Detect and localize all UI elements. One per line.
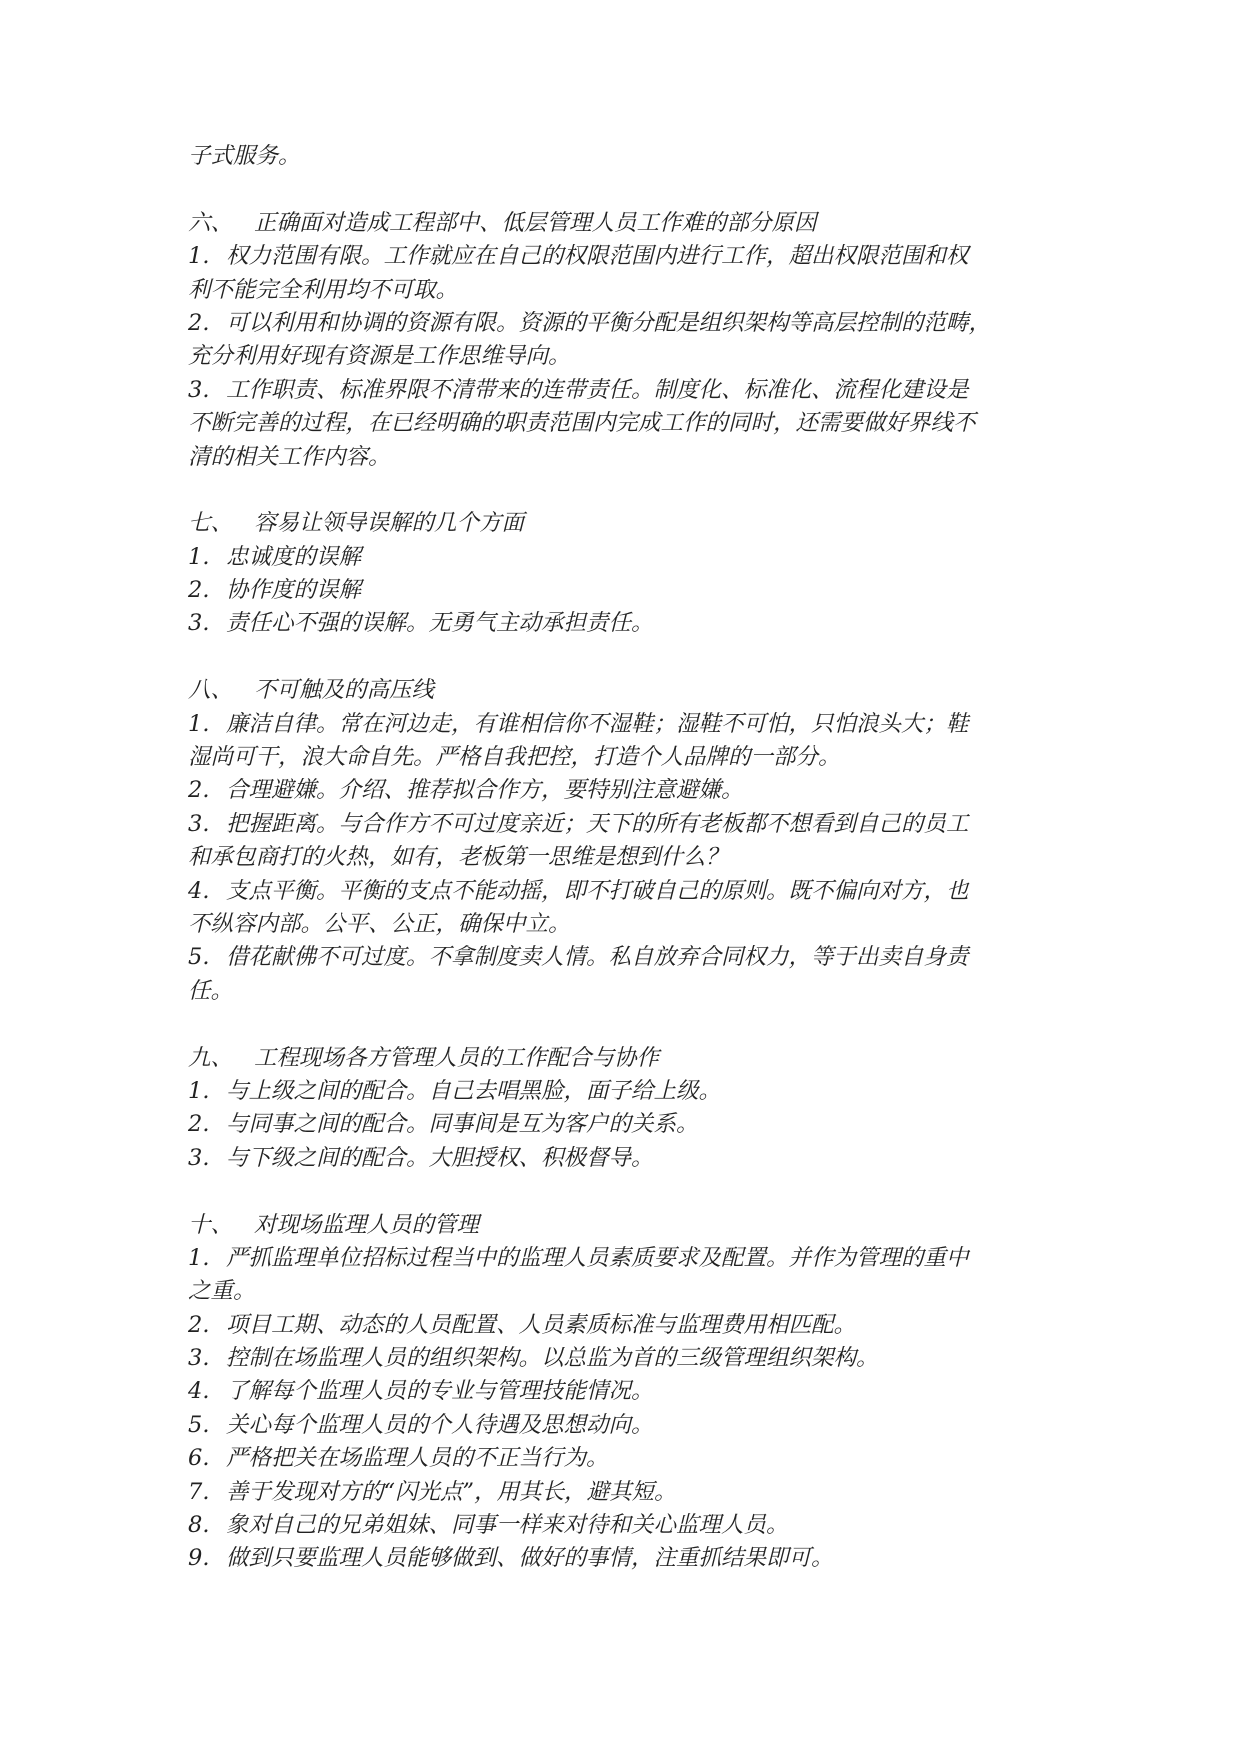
section-number: 八、 (188, 677, 234, 704)
list-item-number: 3. (188, 1345, 210, 1372)
list-item-text: 任。 (188, 977, 234, 1004)
list-item-line (188, 908, 1058, 941)
section-title: 正确面对造成工程部中、低层管理人员工作难的部分原因 (254, 209, 817, 236)
list-item-text: 与上级之间的配合。自己去唱黑脸，面子给上级。 (226, 1077, 722, 1104)
list-item-number: 8. (188, 1512, 210, 1539)
list-item-number: 3. (188, 810, 210, 837)
list-item-line (188, 441, 1058, 474)
list-item-number: 2. (188, 1111, 210, 1138)
list-item-line (188, 240, 1058, 273)
list-item-text: 做到只要监理人员能够做到、做好的事情，注重抓结果即可。 (226, 1545, 834, 1572)
list-item-number: 1. (188, 1244, 210, 1271)
list-item-text: 控制在场监理人员的组织架构。以总监为首的三级管理组织架构。 (226, 1345, 879, 1372)
list-item-line (188, 708, 1058, 741)
list-item-number: 3. (188, 376, 210, 403)
list-item-number: 2. (188, 309, 210, 336)
list-item-text: 严抓监理单位招标过程当中的监理人员素质要求及配置。并作为管理的重中 (226, 1244, 969, 1271)
list-item-line (188, 574, 1058, 607)
list-item-text: 把握距离。与合作方不可过度亲近；天下的所有老板都不想看到自己的员工 (226, 810, 969, 837)
section-spacer (188, 1008, 1058, 1041)
section-heading (188, 507, 1058, 540)
list-item-number: 2. (188, 577, 210, 604)
list-item-text: 湿尚可干，浪大命自先。严格自我把控，打造个人品牌的一部分。 (188, 744, 841, 771)
list-item-line (188, 1442, 1058, 1475)
list-item-text: 责任心不强的误解。无勇气主动承担责任。 (226, 610, 654, 637)
section-spacer (188, 173, 1058, 206)
list-item-number: 5. (188, 1411, 210, 1438)
list-item-text: 忠诚度的误解 (226, 543, 362, 570)
section-number: 六、 (188, 209, 234, 236)
list-item-text: 充分利用好现有资源是工作思维导向。 (188, 343, 571, 370)
list-item-line (188, 607, 1058, 640)
list-item-line (188, 307, 1058, 340)
list-item-line (188, 1242, 1058, 1275)
list-item-text: 项目工期、动态的人员配置、人员素质标准与监理费用相匹配。 (226, 1311, 857, 1338)
list-item-number: 1. (188, 243, 210, 270)
list-item-text: 权力范围有限。工作就应在自己的权限范围内进行工作，超出权限范围和权 (226, 243, 969, 270)
list-item-number: 3. (188, 610, 210, 637)
list-item-line (188, 774, 1058, 807)
list-item-line (188, 1342, 1058, 1375)
list-item-number: 1. (188, 710, 210, 737)
list-item-line (188, 808, 1058, 841)
section-title: 对现场监理人员的管理 (254, 1211, 480, 1238)
list-item-text: 和承包商打的火热，如有，老板第一思维是想到什么？ (188, 844, 729, 871)
list-item-number: 9. (188, 1545, 210, 1572)
list-item-text: 利不能完全利用均不可取。 (188, 276, 459, 303)
list-item-text: 象对自己的兄弟姐妹、同事一样来对待和关心监理人员。 (226, 1512, 789, 1539)
list-item-number: 3. (188, 1144, 210, 1171)
section-number: 七、 (188, 510, 234, 537)
list-item-number: 5. (188, 944, 210, 971)
list-item-text: 之重。 (188, 1278, 256, 1305)
section-heading (188, 207, 1058, 240)
list-item-number: 6. (188, 1445, 210, 1472)
list-item-text: 合理避嫌。介绍、推荐拟合作方，要特别注意避嫌。 (226, 777, 744, 804)
list-item-line (188, 407, 1058, 440)
list-item-line (188, 1108, 1058, 1141)
list-item-text: 关心每个监理人员的个人待遇及思想动向。 (226, 1411, 654, 1438)
list-item-text: 不断完善的过程，在已经明确的职责范围内完成工作的同时，还需要做好界线不 (188, 410, 976, 437)
list-item-text: 可以利用和协调的资源有限。资源的平衡分配是组织架构等高层控制的范畴， (226, 309, 992, 336)
list-item-line (188, 1309, 1058, 1342)
list-item-line (188, 1375, 1058, 1408)
intro-text: 子式服务。 (188, 143, 301, 169)
list-item-text: 与同事之间的配合。同事间是互为客户的关系。 (226, 1111, 699, 1138)
list-item-text: 借花献佛不可过度。不拿制度卖人情。私自放弃合同权力，等于出卖自身责 (226, 944, 969, 971)
list-item-line (188, 841, 1058, 874)
section-heading (188, 674, 1058, 707)
section-number: 十、 (188, 1211, 234, 1238)
section-title: 工程现场各方管理人员的工作配合与协作 (254, 1044, 660, 1071)
list-item-number: 2. (188, 777, 210, 804)
list-item-text: 廉洁自律。常在河边走，有谁相信你不湿鞋；湿鞋不可怕，只怕浪头大；鞋 (226, 710, 969, 737)
list-item-text: 支点平衡。平衡的支点不能动摇，即不打破自己的原则。既不偏向对方，也 (226, 877, 969, 904)
section-title: 不可触及的高压线 (254, 677, 435, 704)
section-spacer (188, 641, 1058, 674)
list-item-line (188, 1509, 1058, 1542)
list-item-number: 1. (188, 1077, 210, 1104)
document-page (188, 140, 1058, 1576)
list-item-text: 善于发现对方的“闪光点”，用其长，避其短。 (226, 1478, 677, 1505)
list-item-line (188, 1476, 1058, 1509)
list-item-number: 1. (188, 543, 210, 570)
list-item-line (188, 1142, 1058, 1175)
list-item-text: 严格把关在场监理人员的不正当行为。 (226, 1445, 609, 1472)
list-item-text: 清的相关工作内容。 (188, 443, 391, 470)
section-number: 九、 (188, 1044, 234, 1071)
section-spacer (188, 474, 1058, 507)
section-heading (188, 1209, 1058, 1242)
list-item-line (188, 1275, 1058, 1308)
list-item-text: 协作度的误解 (226, 577, 362, 604)
list-item-number: 4. (188, 1378, 210, 1405)
list-item-line (188, 875, 1058, 908)
section-spacer (188, 1175, 1058, 1208)
list-item-text: 工作职责、标准界限不清带来的连带责任。制度化、标准化、流程化建设是 (226, 376, 969, 403)
section-heading (188, 1042, 1058, 1075)
list-item-text: 不纵容内部。公平、公正，确保中立。 (188, 910, 571, 937)
sections-container (188, 173, 1058, 1575)
list-item-line (188, 941, 1058, 974)
list-item-number: 4. (188, 877, 210, 904)
list-item-line (188, 975, 1058, 1008)
list-item-line (188, 340, 1058, 373)
list-item-line (188, 1075, 1058, 1108)
list-item-number: 7. (188, 1478, 210, 1505)
list-item-line (188, 1409, 1058, 1442)
list-item-text: 与下级之间的配合。大胆授权、积极督导。 (226, 1144, 654, 1171)
list-item-line (188, 541, 1058, 574)
list-item-line (188, 374, 1058, 407)
list-item-number: 2. (188, 1311, 210, 1338)
list-item-line (188, 1542, 1058, 1575)
list-item-text: 了解每个监理人员的专业与管理技能情况。 (226, 1378, 654, 1405)
list-item-line (188, 741, 1058, 774)
list-item-line (188, 274, 1058, 307)
section-title: 容易让领导误解的几个方面 (254, 510, 525, 537)
